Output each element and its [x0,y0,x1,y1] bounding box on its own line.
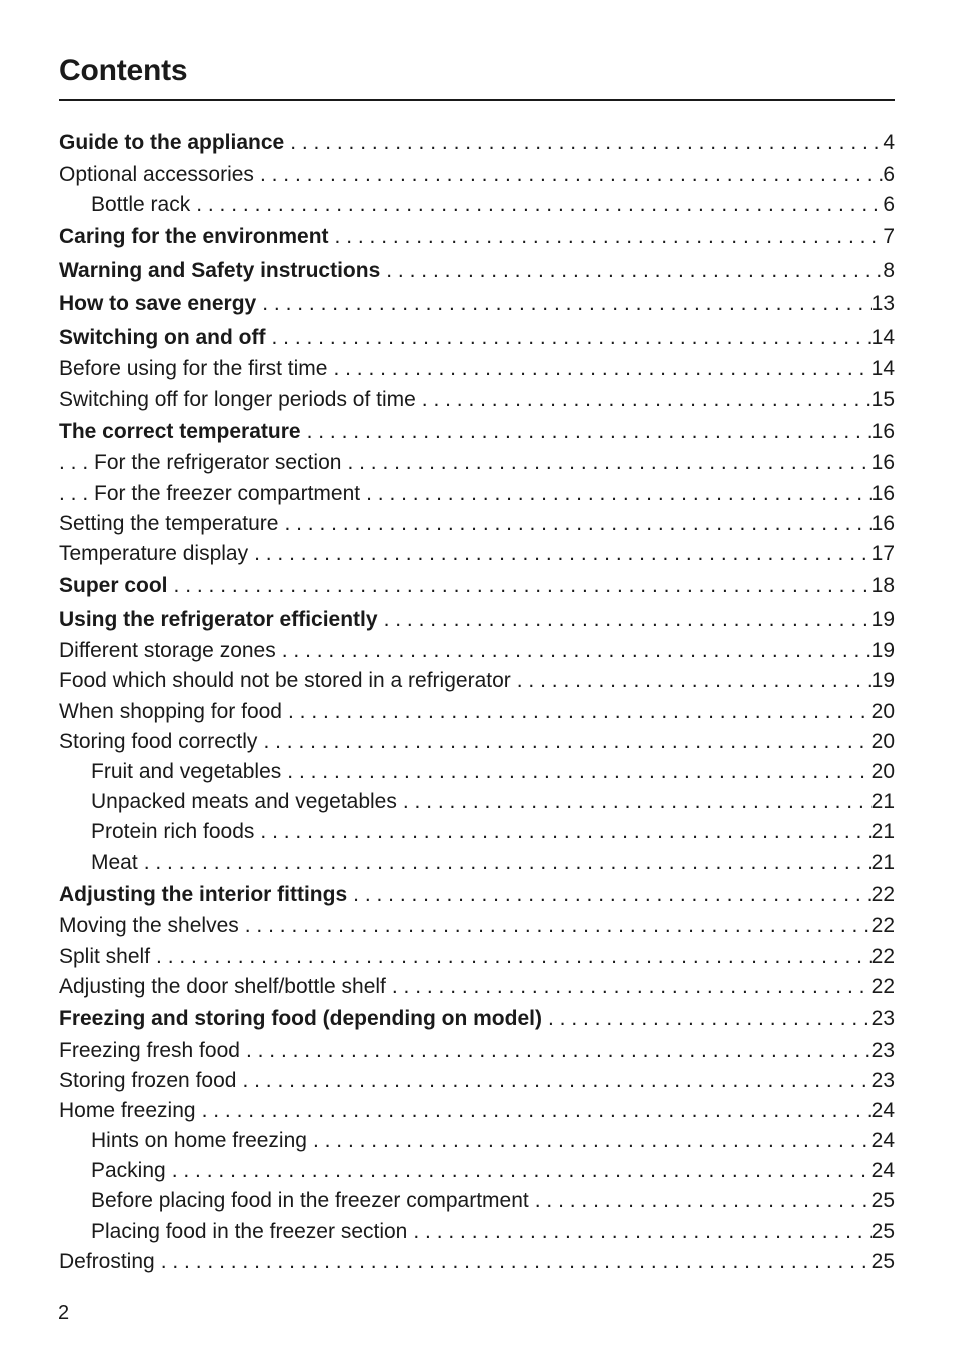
toc-entry-label: Optional accessories [59,162,254,186]
toc-entry-label: . . . For the freezer compartment [59,481,361,505]
toc-entry-page: 20 [871,699,895,723]
toc-entry[interactable] [59,787,895,817]
toc-entry[interactable] [59,942,895,972]
toc-entry-page: 16 [871,451,895,475]
toc-entry-label: Using the refrigerator efficiently [59,607,378,631]
toc-entry-page: 20 [871,729,895,753]
table-of-contents [59,126,895,1277]
dot-leader [240,1036,872,1066]
toc-entry-label: Super cool [59,574,168,598]
toc-entry-label: The correct temperature [59,419,301,443]
toc-entry[interactable] [59,727,895,757]
dot-leader [282,697,872,727]
toc-entry-page: 25 [871,1219,895,1243]
toc-entry[interactable] [59,287,895,321]
toc-entry[interactable] [59,972,895,1002]
dot-leader [542,1002,872,1036]
toc-entry[interactable] [59,1126,895,1156]
dot-leader [254,160,883,190]
toc-entry[interactable] [59,160,895,190]
toc-entry-label: Different storage zones [59,639,276,663]
toc-entry-page: 14 [871,357,895,381]
toc-entry[interactable] [59,1096,895,1126]
toc-entry-label: Temperature display [59,541,249,565]
dot-leader [168,569,872,603]
toc-entry-label: Storing food correctly [59,729,258,753]
toc-entry[interactable] [59,569,895,603]
toc-entry[interactable] [59,848,895,878]
dot-leader [150,942,872,972]
page-number: 2 [58,1302,70,1324]
toc-entry-page: 16 [871,511,895,535]
toc-entry[interactable] [59,1002,895,1036]
toc-entry[interactable] [59,385,895,415]
dot-leader [138,848,872,878]
toc-entry-page: 22 [871,882,895,906]
toc-entry-label: Setting the temperature [59,511,279,535]
toc-entry[interactable] [59,697,895,727]
toc-entry[interactable] [59,817,895,847]
dot-leader [360,479,872,509]
toc-entry-label: Caring for the environment [59,224,329,248]
toc-entry-label: Bottle rack [91,192,191,216]
toc-entry-page: 24 [871,1159,895,1183]
toc-entry-label: . . . For the refrigerator section [59,451,342,475]
toc-entry-label: Adjusting the interior fittings [59,882,348,906]
toc-entry-page: 17 [871,541,895,565]
toc-entry-page: 19 [871,669,895,693]
toc-entry-label: Home freezing [59,1098,196,1122]
dot-leader [196,1096,872,1126]
toc-entry-page: 19 [871,607,895,631]
toc-entry-page: 7 [883,224,895,248]
toc-entry-label: Guide to the appliance [59,131,285,154]
toc-entry-page: 23 [871,1038,895,1062]
page-title: Contents [59,54,188,87]
dot-leader [248,539,872,569]
toc-entry-label: Placing food in the freezer section [91,1219,408,1243]
dot-leader [281,757,871,787]
dot-leader [301,415,872,449]
dot-leader [327,354,871,384]
toc-entry[interactable] [59,509,895,539]
toc-entry[interactable] [59,190,895,220]
dot-leader [166,1156,872,1186]
toc-entry[interactable] [59,603,895,637]
toc-entry-page: 21 [871,820,895,844]
toc-entry-page: 25 [871,1189,895,1213]
toc-entry-label: Hints on home freezing [91,1129,307,1153]
toc-entry-label: Food which should not be stored in a refrigerator [59,669,511,693]
dot-leader [529,1186,872,1216]
toc-entry[interactable] [59,757,895,787]
dot-leader [257,727,871,757]
dot-leader [236,1066,871,1096]
toc-entry[interactable] [59,126,895,160]
toc-entry-page: 24 [871,1129,895,1153]
dot-leader [380,254,883,288]
toc-entry-label: Defrosting [59,1249,155,1273]
toc-entry-page: 13 [871,292,895,316]
dot-leader [254,817,871,847]
toc-entry-label: Protein rich foods [91,820,255,844]
toc-entry[interactable] [59,1066,895,1096]
toc-entry[interactable] [59,1156,895,1186]
toc-entry-page: 15 [871,387,895,411]
dot-leader [397,787,872,817]
dot-leader [347,878,871,912]
toc-entry-page: 16 [871,419,895,443]
toc-entry[interactable] [59,1036,895,1066]
toc-entry[interactable] [59,448,895,478]
toc-entry-page: 18 [871,574,895,598]
toc-entry-label: Meat [91,850,138,874]
toc-entry-page: 25 [871,1249,895,1273]
toc-entry-page: 8 [883,258,895,282]
toc-entry-label: Switching on and off [59,325,266,349]
toc-entry-page: 23 [871,1068,895,1092]
toc-entry[interactable] [59,911,895,941]
toc-entry[interactable] [59,220,895,254]
toc-entry[interactable] [59,539,895,569]
toc-entry-page: 4 [883,131,895,154]
toc-entry-page: 21 [871,850,895,874]
toc-entry-page: 16 [871,481,895,505]
toc-entry[interactable] [59,666,895,696]
toc-entry-page: 22 [871,914,895,938]
dot-leader [239,911,872,941]
toc-entry-page: 23 [871,1006,895,1030]
toc-entry-label: How to save energy [59,292,257,316]
toc-entry-label: Fruit and vegetables [91,760,282,783]
toc-entry-page: 20 [871,760,895,783]
toc-entry-label: Freezing fresh food [59,1038,240,1062]
dot-leader [329,220,884,254]
toc-entry[interactable] [59,1247,895,1277]
toc-entry-page: 22 [871,944,895,968]
toc-entry-page: 21 [871,790,895,814]
toc-entry-page: 19 [871,639,895,663]
toc-entry-page: 14 [871,325,895,349]
toc-entry[interactable] [59,254,895,288]
dot-leader [284,126,883,160]
dot-leader [341,448,871,478]
dot-leader [378,603,872,637]
dot-leader [386,972,872,1002]
toc-entry[interactable] [59,1217,895,1247]
toc-entry[interactable] [59,878,895,912]
dot-leader [278,509,871,539]
toc-entry-page: 24 [871,1098,895,1122]
dot-leader [256,287,871,321]
toc-entry[interactable] [59,321,895,355]
dot-leader [276,636,872,666]
dot-leader [407,1217,871,1247]
toc-entry-page: 6 [883,162,895,186]
dot-leader [511,666,872,696]
dot-leader [190,190,883,220]
toc-entry-label: Unpacked meats and vegetables [91,790,397,814]
toc-entry[interactable] [59,636,895,666]
toc-entry[interactable] [59,1186,895,1216]
toc-entry-page: 6 [883,192,895,216]
dot-leader [155,1247,872,1277]
toc-entry-label: Before using for the first time [59,357,328,381]
toc-entry-label: Split shelf [59,944,151,968]
dot-leader [307,1126,872,1156]
toc-entry-page: 22 [871,974,895,998]
toc-entry-label: Moving the shelves [59,914,239,938]
toc-entry-label: Freezing and storing food (depending on model) [59,1006,542,1030]
dot-leader [416,385,872,415]
toc-entry-label: Storing frozen food [59,1068,237,1092]
dot-leader [265,321,871,355]
toc-entry-label: Warning and Safety instructions [59,258,381,282]
toc-entry-label: When shopping for food [59,699,282,723]
toc-entry-label: Adjusting the door shelf/bottle shelf [59,974,386,998]
toc-entry[interactable] [59,479,895,509]
title-divider [59,99,895,101]
toc-entry-label: Packing [91,1159,166,1183]
toc-entry-label: Before placing food in the freezer compartment [91,1189,529,1213]
toc-entry[interactable] [59,354,895,384]
toc-entry[interactable] [59,415,895,449]
toc-entry-label: Switching off for longer periods of time [59,387,416,411]
